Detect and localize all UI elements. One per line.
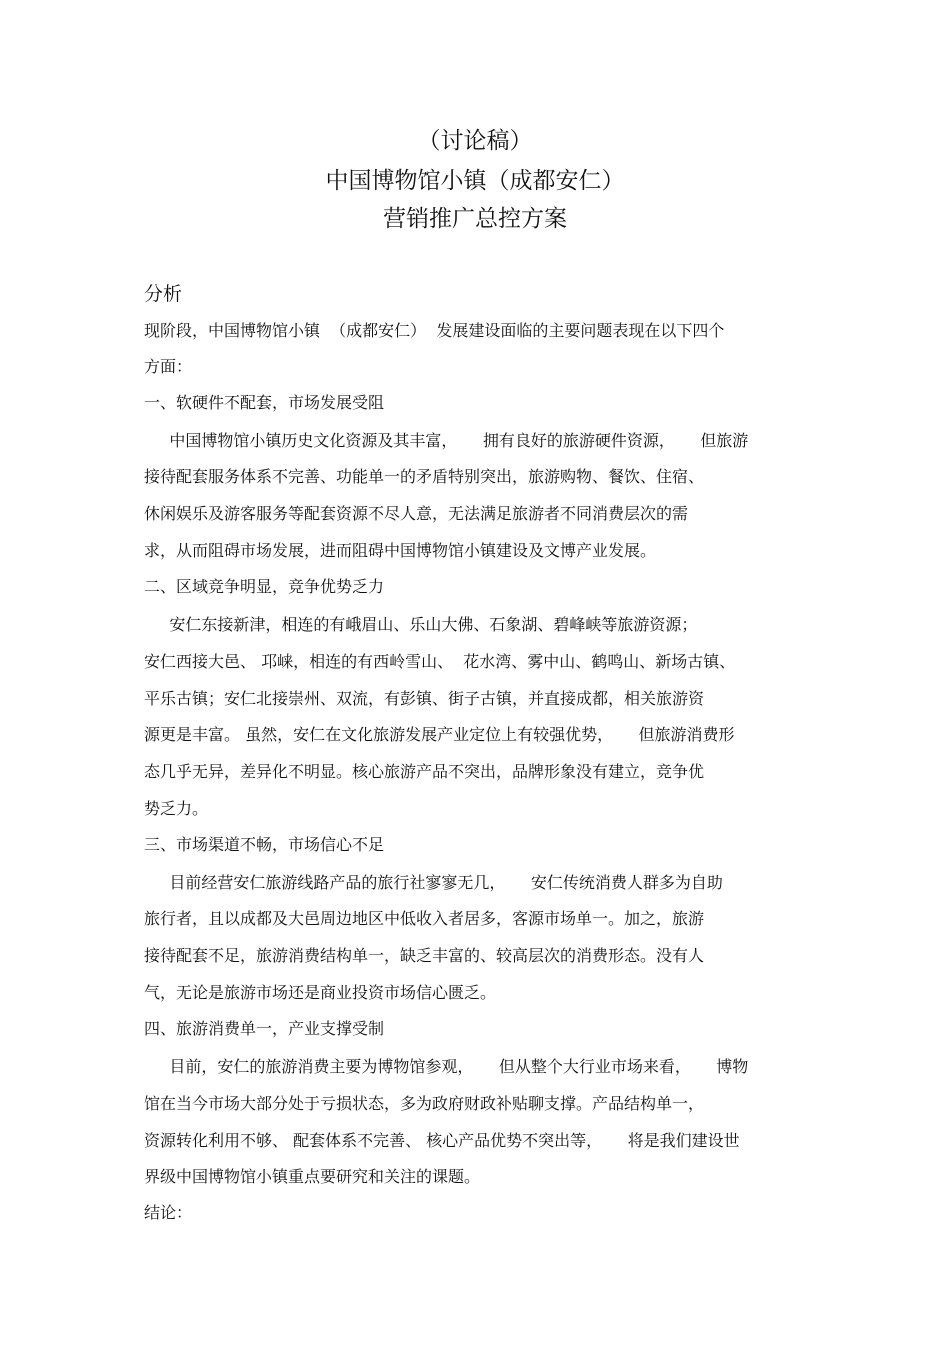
body-line: 安仁东接新津，相连的有峨眉山、乐山大佛、石象湖、碧峰峡等旅游资源； <box>144 615 698 634</box>
body-line: 界级中国博物馆小镇重点要研究和关注的课题。 <box>144 1167 481 1186</box>
body-line: 源更是丰富。 虽然，安仁在文化旅游发展产业定位上有较强优势， 但旅游消费形 <box>144 725 735 744</box>
body-line: 气，无论是旅游市场还是商业投资市场信心匮乏。 <box>144 983 497 1002</box>
subheading-2: 二、区域竞争明显，竞争优势乏力 <box>144 577 385 596</box>
body-line: 接待配套不足，旅游消费结构单一，缺乏丰富的、较高层次的消费形态。没有人 <box>144 946 705 965</box>
body-line: 接待配套服务体系不完善、功能单一的矛盾特别突出，旅游购物、餐饮、住宿、 <box>144 467 705 486</box>
body-line: 目前，安仁的旅游消费主要为博物馆参观， 但从整个大行业市场来看， 博物 <box>144 1057 749 1076</box>
body-line: 目前经营安仁旅游线路产品的旅行社寥寥无几， 安仁传统消费人群多为自助 <box>144 873 723 892</box>
project-name: 中国博物馆小镇（成都安仁） <box>325 168 625 194</box>
body-line: 安仁西接大邑、 邛崃，相连的有西岭雪山、 花水湾、雾中山、鹤鸣山、新场古镇、 <box>144 652 736 671</box>
subheading-1: 一、软硬件不配套，市场发展受阻 <box>144 393 385 412</box>
body-line: 中国博物馆小镇历史文化资源及其丰富， 拥有良好的旅游硬件资源， 但旅游 <box>144 431 749 450</box>
body-line: 势乏力。 <box>144 799 209 818</box>
body-line: 旅行者，且以成都及大邑周边地区中低收入者居多，客源市场单一。加之，旅游 <box>144 909 705 928</box>
analysis-heading: 分析 <box>144 283 183 305</box>
subheading-3: 三、市场渠道不畅，市场信心不足 <box>144 835 385 854</box>
plan-title: 营销推广总控方案 <box>383 206 567 232</box>
body-line: 方面： <box>144 357 193 376</box>
draft-label: （讨论稿） <box>417 128 533 154</box>
body-line: 求，从而阻碍市场发展，进而阻碍中国博物馆小镇建设及文博产业发展。 <box>144 541 657 560</box>
conclusion-label: 结论： <box>144 1203 193 1222</box>
body-line: 馆在当今市场大部分处于亏损状态，多为政府财政补贴聊支撑。产品结构单一， <box>144 1094 705 1113</box>
body-line: 休闲娱乐及游客服务等配套资源不尽人意，无法满足旅游者不同消费层次的需 <box>144 504 689 523</box>
subheading-4: 四、旅游消费单一，产业支撑受制 <box>144 1019 385 1038</box>
body-line: 资源转化利用不够、 配套体系不完善、 核心产品优势不突出等， 将是我们建设世 <box>144 1131 740 1150</box>
body-line: 态几乎无异，差异化不明显。核心旅游产品不突出，品牌形象没有建立，竞争优 <box>144 762 705 781</box>
body-line: 平乐古镇；安仁北接崇州、双流，有彭镇、街子古镇，并直接成都，相关旅游资 <box>144 689 705 708</box>
body-line: 现阶段，中国博物馆小镇 （成都安仁） 发展建设面临的主要问题表现在以下四个 <box>144 321 725 340</box>
